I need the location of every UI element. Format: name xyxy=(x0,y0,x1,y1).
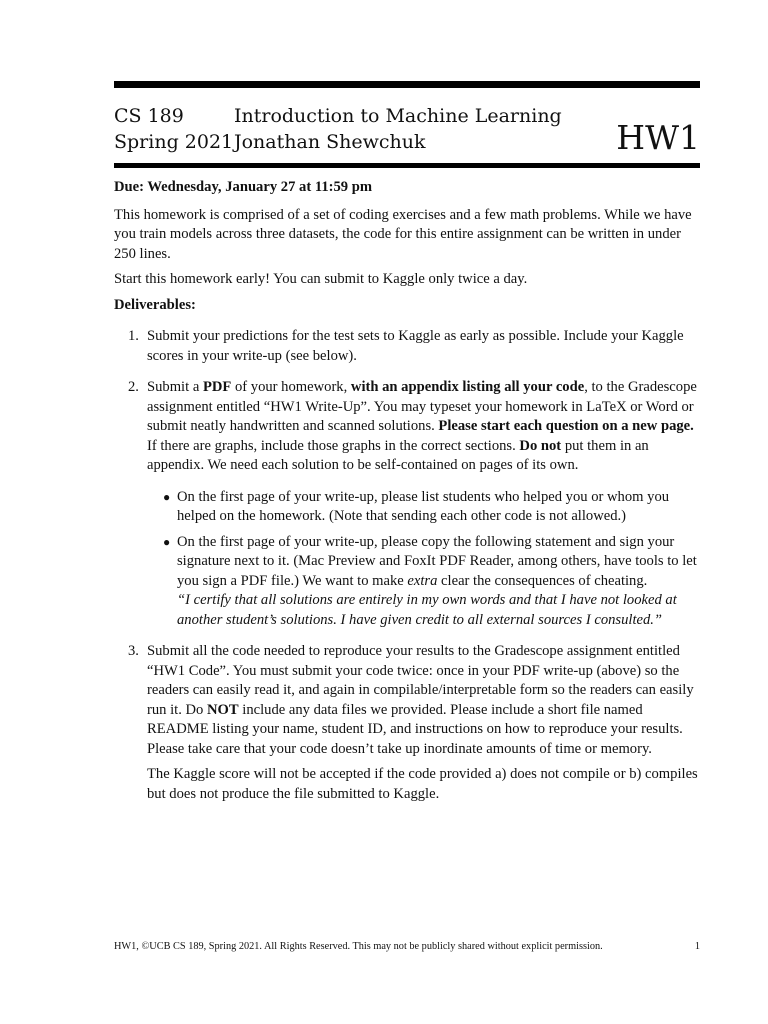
bullet-text xyxy=(177,534,697,589)
text-run: include any data files we provided. Please include a short file named README listing your name, student ID, and instructions on how to reproduce your results. Please take care that your code doesn’t take up inordinate amounts of time or memory. xyxy=(147,701,683,757)
item-text: Submit your predictions for the test sets to Kaggle as early as possible. Include your Kaggle scores in your write-up (see below). xyxy=(147,328,684,364)
sub-bullet-item-2 xyxy=(147,533,700,631)
hw-label: HW1 xyxy=(616,118,700,157)
bullet-text: On the first page of your write-up, please list students who helped you or whom you helped on the homework. (Note that sending each other code is not allowed.) xyxy=(177,488,670,524)
italic-run: extra xyxy=(407,572,438,589)
certification-quote: “I certify that all solutions are entirely in my own words and that I have not looked at another student’s solutions. I have given credit to all external sources I consulted.” xyxy=(177,592,677,628)
intro-paragraph: This homework is comprised of a set of coding exercises and a few math problems. While we have you train models across three datasets, the code for this entire assignment can be written in under 250 lines. xyxy=(114,206,692,262)
bullet-icon: ● xyxy=(163,489,171,504)
course-title: Introduction to Machine Learning xyxy=(234,105,562,127)
title-block xyxy=(234,103,562,155)
text-run: of your homework, xyxy=(231,379,351,395)
course-block xyxy=(114,103,233,155)
sub-bullet-list xyxy=(147,488,700,631)
course-term: Spring 2021 xyxy=(114,131,234,153)
bold-run: with an appendix listing all your code xyxy=(350,379,585,395)
text-run: Submit a xyxy=(147,379,203,395)
bold-run: PDF xyxy=(202,379,232,395)
header-rule-top xyxy=(114,81,700,88)
text-run: Submit all the code needed to reproduce your results to the Gradescope assignment entitled “HW1 Code”. You must submit your code twice: once in your PDF write-up (above) so the readers can easily read it, and again in compilable/interpretable form so the readers can easily run it. Do xyxy=(147,643,694,718)
text-run: If there are graphs, include those graphs in the correct sections. xyxy=(147,437,520,454)
deliverables-list xyxy=(114,327,700,804)
deliverables-heading: Deliverables: xyxy=(114,296,196,313)
text-run: On the first page of your write-up, please copy the following statement and sign your signature next to it. (Mac Preview and FoxIt PDF Reader, among others, have tools to let you sign a PDF file.) We want to make xyxy=(177,533,697,589)
item-text xyxy=(147,379,697,473)
kaggle-score-note: The Kaggle score will not be accepted if the code provided a) does not compile or b) compiles but does not produce the file submitted to Kaggle. xyxy=(147,766,698,802)
due-date: Due: Wednesday, January 27 at 11:59 pm xyxy=(114,179,372,195)
deliverable-item-1 xyxy=(114,327,700,366)
text-run: , to the Gradescope assignment entitled “HW1 Write-Up”. You may typeset your homework in LaTeX or Word or submit neatly handwritten and scanned solutions. xyxy=(147,379,697,434)
text-run: put them in an appendix. We need each solution to be self-contained on pages of its own. xyxy=(147,437,649,473)
item-number: 3. xyxy=(128,643,139,659)
footer-copyright: HW1, ©UCB CS 189, Spring 2021. All Rights Reserved. This may not be publicly shared without explicit permission. xyxy=(114,941,603,952)
page-number: 1 xyxy=(694,941,700,952)
start-early-paragraph: Start this homework early! You can submit to Kaggle only twice a day. xyxy=(114,271,528,287)
bold-run: Do not xyxy=(519,437,562,454)
instructor-name: Jonathan Shewchuk xyxy=(234,131,426,153)
deliverable-item-2 xyxy=(114,378,700,630)
header-rule-bottom xyxy=(114,163,700,168)
deliverable-item-3 xyxy=(114,642,700,804)
document-body xyxy=(114,178,700,816)
bullet-icon: ● xyxy=(163,534,171,549)
text-run: clear the consequences of cheating. xyxy=(437,572,648,589)
item-number: 2. xyxy=(128,379,139,395)
bold-run: Please start each question on a new page. xyxy=(438,418,694,434)
course-code: CS 189 xyxy=(114,105,184,127)
sub-bullet-item-1 xyxy=(147,488,700,527)
page-footer xyxy=(114,940,700,954)
bold-run: NOT xyxy=(207,701,239,718)
item-text xyxy=(147,643,694,757)
item-number: 1. xyxy=(128,328,139,344)
